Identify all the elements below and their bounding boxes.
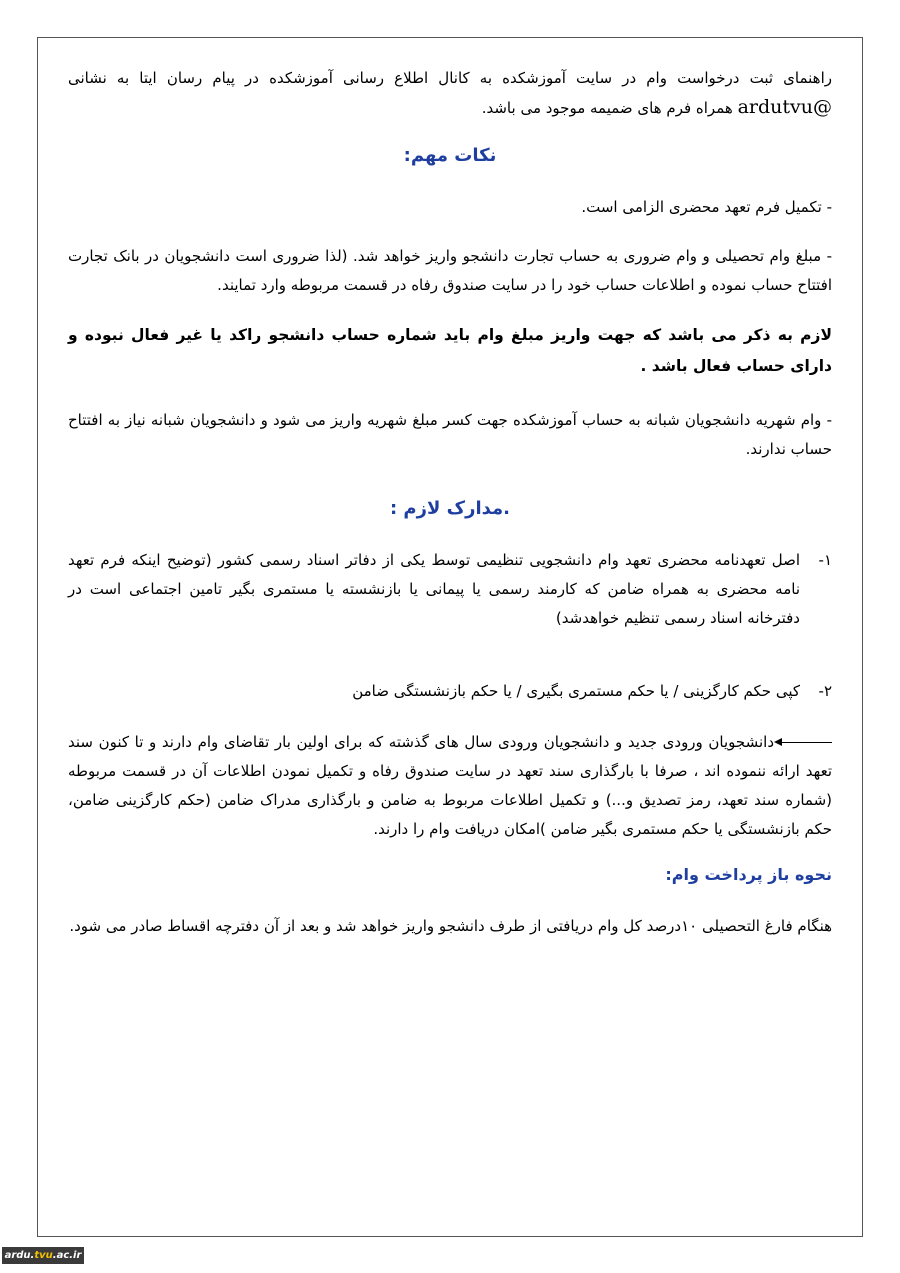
arrow-left-icon (776, 742, 832, 743)
list-item-number: ۱- (818, 551, 832, 569)
note-active-account: لازم به ذکر می باشد که جهت واریز مبلغ وام باید شماره حساب دانشجو راکد یا غیر فعال نبوده و دارای حساب فعال باشد . (68, 326, 832, 375)
list-item-text: کپی حکم کارگزینی / یا حکم مستمری بگیری / یا حکم بازنشستگی ضامن (352, 682, 800, 700)
logo-suffix: .ac.ir (52, 1250, 82, 1261)
required-documents-heading: .مدارک لازم : (389, 498, 511, 519)
required-documents-list (68, 546, 832, 706)
list-item-number: ۲- (818, 682, 832, 700)
list-item (68, 546, 832, 633)
repayment-heading: نحوه باز پرداخت وام: (665, 865, 832, 884)
new-students-note (68, 728, 832, 844)
logo-accent: tvu (34, 1250, 53, 1261)
document-body (68, 64, 832, 941)
site-logo (2, 1247, 84, 1264)
new-students-note-text: دانشجویان ورودی جدید و دانشجویان ورودی سال های گذشته که برای اولین بار تقاضای وام دارند و تا کنون سند تعهد ارائه ننموده اند ، صرفا با بارگذاری سند تعهد در سایت صندوق رفاه و تکمیل نمودن اطلاعات آن در قسمت مربوطه (شماره سند تعهد، رمز تصدیق و...) و تکمیل اطلاعات مربوط به ضامن و بارگذاری مدراک ضامن (حکم کارگزینی ضامن، حکم بازنشستگی یا حکم مستمری بگیر ضامن )امکان دریافت وام را دارند. (68, 733, 832, 838)
intro-paragraph (68, 64, 832, 123)
note-tejarat-account: - مبلغ وام تحصیلی و وام ضروری به حساب تجارت دانشجو واریز خواهد شد. (لذا ضروری است دانشجویان در بانک تجارت افتتاح حساب نموده و اطلاعات حساب خود را در سایت صندوق رفاه در قسمت مربوطه وارد تمایند. (68, 247, 832, 294)
eitaa-handle: @ardutvu (737, 96, 832, 118)
logo-prefix: ardu. (4, 1250, 35, 1261)
note-notary-form: - تکمیل فرم تعهد محضری الزامی است. (581, 198, 832, 216)
intro-text: راهنمای ثبت درخواست وام در سایت آموزشکده به کانال اطلاع رسانی آموزشکده در پیام رسان ایتا به نشانی (68, 69, 832, 87)
list-item (68, 677, 832, 706)
list-item-text: اصل تعهدنامه محضری تعهد وام دانشجویی تنظیمی توسط یکی از دفاتر اسناد رسمی کشور (توضیح اینکه فرم تعهد نامه محضری به همراه ضامن که کارمند رسمی یا پیمانی یا بازنشسته یا مستمری بگیر تامین اجتماعی است در دفترخانه اسناد رسمی تنظیم خواهدشد) (68, 551, 800, 627)
important-notes-heading: نکات مهم: (403, 145, 497, 166)
intro-text-after: همراه فرم های ضمیمه موجود می باشد. (481, 99, 733, 117)
note-tuition-loan: - وام شهریه دانشجویان شبانه به حساب آموزشکده جهت کسر مبلغ شهریه واریز می شود و دانشجویان شبانه نیاز به افتتاح حساب ندارند. (68, 411, 832, 458)
repayment-text: هنگام فارغ التحصیلی ۱۰درصد کل وام دریافتی از طرف دانشجو واریز خواهد شد و بعد از آن دفترچه اقساط صادر می شود. (69, 917, 832, 935)
